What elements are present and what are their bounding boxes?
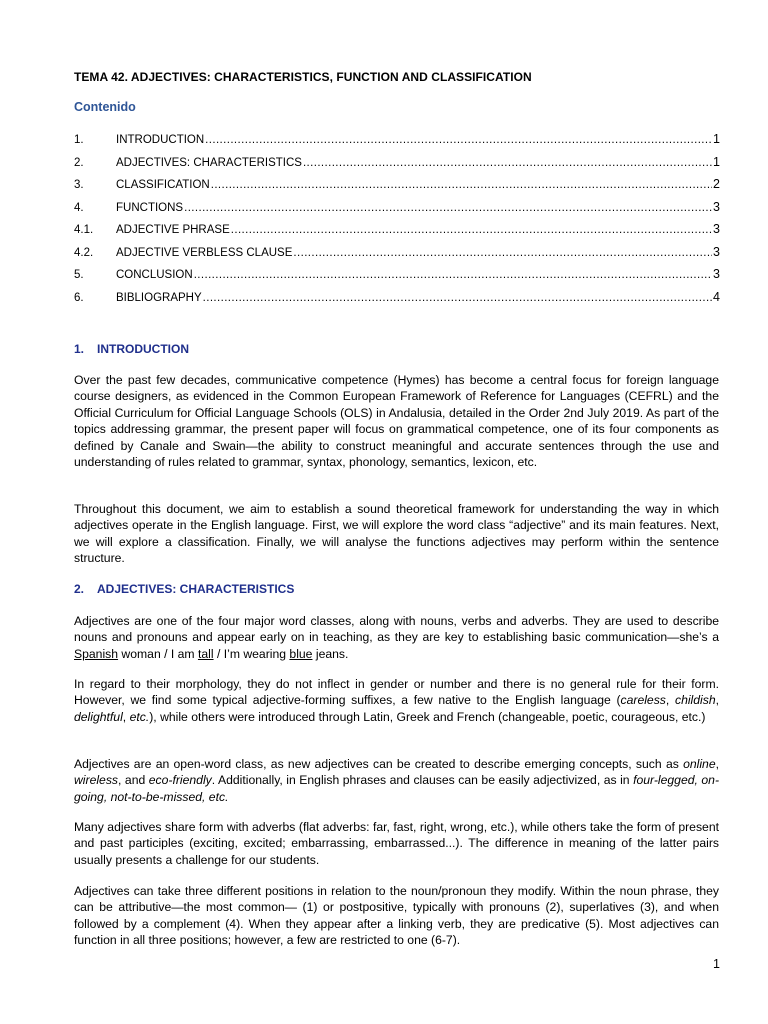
section-heading-characteristics <box>74 582 294 596</box>
toc-dot-leader <box>194 266 712 284</box>
page-number: 1 <box>713 957 720 971</box>
characteristics-paragraph-5: Adjectives can take three different positions in relation to the noun/pronoun they modify. Within the noun phrase, they can be attributive—the most common— (1) or postpositive, typically with pronouns (2), superlatives (3), and when followed by a complement (4). When they appear after a linking verb, they are predicative (5). Most adjectives can function in all three positions; however, a few are restricted to one (6-7). <box>74 884 719 948</box>
toc-entry-bibliography[interactable] <box>74 288 720 311</box>
toc-entry-label: ADJECTIVE VERBLESS CLAUSE <box>116 246 293 259</box>
toc-entry-label: ADJECTIVES: CHARACTERISTICS <box>116 156 302 169</box>
section-title: ADJECTIVES: CHARACTERISTICS <box>97 582 295 596</box>
section-number: 2. <box>74 582 85 596</box>
example-underlined: blue <box>289 646 313 661</box>
toc-entry-page: 4 <box>713 289 720 304</box>
toc-entry-page: 3 <box>713 222 720 236</box>
toc-entry-label: FUNCTIONS <box>116 201 184 214</box>
text-run: woman / I am <box>118 646 198 661</box>
example-underlined: tall <box>197 646 214 661</box>
text-run: , <box>715 757 719 771</box>
toc-entry-page: 1 <box>713 154 720 169</box>
toc-heading: Contenido <box>74 100 136 114</box>
toc-entry-number: 4. <box>74 201 84 214</box>
toc-dot-leader <box>293 244 712 262</box>
toc-entry-label: ADJECTIVE PHRASE <box>116 224 230 236</box>
toc-dot-leader <box>303 154 712 172</box>
text-run: jeans. <box>312 646 349 661</box>
toc-entry-number: 4.2. <box>74 246 94 259</box>
toc-entry-number: 2. <box>74 156 84 169</box>
toc-entry-classification[interactable] <box>74 175 720 198</box>
example-italic: wireless <box>74 773 119 788</box>
example-italic: etc. <box>129 709 150 724</box>
characteristics-paragraph-1 <box>74 613 719 662</box>
toc-dot-leader <box>203 289 712 307</box>
toc-entry-introduction[interactable] <box>74 130 720 153</box>
characteristics-paragraph-2 <box>74 676 719 725</box>
toc-entry-page: 1 <box>713 132 720 146</box>
example-italic: eco-friendly <box>148 773 212 788</box>
toc-entry-number: 1. <box>74 134 84 146</box>
toc-entry-label: BIBLIOGRAPHY <box>116 291 202 304</box>
toc-entry-label: INTRODUCTION <box>116 134 205 146</box>
toc-entry-adjective-phrase[interactable] <box>74 220 720 243</box>
text-run: / I’m wearing <box>213 646 290 661</box>
toc-entry-label: CLASSIFICATION <box>116 179 210 191</box>
toc-entry-number: 5. <box>74 269 84 281</box>
toc-entry-conclusion[interactable] <box>74 265 720 288</box>
toc-entry-page: 3 <box>713 199 720 214</box>
toc-entry-page: 2 <box>713 177 720 191</box>
section-heading-introduction <box>74 342 189 356</box>
toc-entry-number: 6. <box>74 291 84 304</box>
toc-entry-page: 3 <box>713 244 720 259</box>
example-italic: delightful <box>74 709 123 724</box>
toc-dot-leader <box>231 221 712 239</box>
text-run: . Additionally, in English phrases and clauses can be easily adjectivized, as in <box>211 773 634 788</box>
example-italic: childish <box>674 693 716 708</box>
text-run: ), while others were introduced through Latin, Greek and French (changeable, poetic, courageous, etc.) <box>149 709 706 724</box>
table-of-contents <box>74 130 720 310</box>
text-run: In regard to their morphology, they do not inflect in gender or number and there is no general rule for their form. However, we find some typical adjective-forming suffixes, a few native to the English language ( <box>74 677 719 708</box>
text-run: , and <box>118 773 149 788</box>
toc-dot-leader <box>184 199 712 217</box>
text-run: Adjectives are one of the four major word classes, along with nouns, verbs and adverbs. They are used to describe nouns and pronouns and appear early on in teaching, as they are key to establishing basic communication—she’s a <box>74 614 719 645</box>
toc-entry-label: CONCLUSION <box>116 269 193 281</box>
text-run: , <box>715 693 720 708</box>
intro-paragraph-1: Over the past few decades, communicative competence (Hymes) has become a central focus for foreign language course designers, as evidenced in the Common European Framework of Reference for Languages (CEFRL) and the Official Curriculum for Official Language Schools (OLS) in Andalusia, detailed in the Order 2nd July 2019. As part of the topics addressing grammar, the present paper will focus on grammatical competence, one of its four components as defined by Canale and Swain—the ability to construct meaningful and accurate sentences through the use and understanding of rules related to grammar, syntax, phonology, semantics, lexicon, etc. <box>74 373 719 470</box>
text-run: Adjectives are an open-word class, as new adjectives can be created to describe emerging concepts, such as <box>74 757 684 771</box>
document-title: TEMA 42. ADJECTIVES: CHARACTERISTICS, FUNCTION AND CLASSIFICATION <box>74 70 532 84</box>
example-italic: four-legged, on-going, not-to-be-missed, etc. <box>74 773 720 804</box>
section-number: 1. <box>74 342 85 356</box>
section-title: INTRODUCTION <box>97 342 189 356</box>
toc-entry-functions[interactable] <box>74 198 720 221</box>
text-run: , <box>122 709 130 724</box>
toc-dot-leader <box>211 176 712 194</box>
toc-entry-page: 3 <box>713 267 720 281</box>
characteristics-paragraph-3 <box>74 756 719 805</box>
toc-entry-number: 4.1. <box>74 224 94 236</box>
characteristics-paragraph-4: Many adjectives share form with adverbs (flat adverbs: far, fast, right, wrong, etc.), while others take the form of present and past participles (exciting, excited; embarrassing, embarrassed...). The difference in meaning of the latter pairs usually presents a challenge for our students. <box>74 820 719 867</box>
toc-entry-verbless-clause[interactable] <box>74 243 720 266</box>
example-italic: careless <box>620 693 666 708</box>
intro-paragraph-2: Throughout this document, we aim to establish a sound theoretical framework for understanding the way in which adjectives operate in the English language. First, we will explore the word class “adjective” and its main features. Next, we will explore a classification. Finally, we will analyse the functions adjectives may perform within the sentence structure. <box>74 502 719 566</box>
example-italic: online <box>683 757 716 771</box>
toc-entry-characteristics[interactable] <box>74 153 720 176</box>
toc-dot-leader <box>205 131 712 149</box>
text-run: , <box>665 693 675 708</box>
example-underlined: Spanish <box>74 646 119 661</box>
toc-entry-number: 3. <box>74 179 84 191</box>
